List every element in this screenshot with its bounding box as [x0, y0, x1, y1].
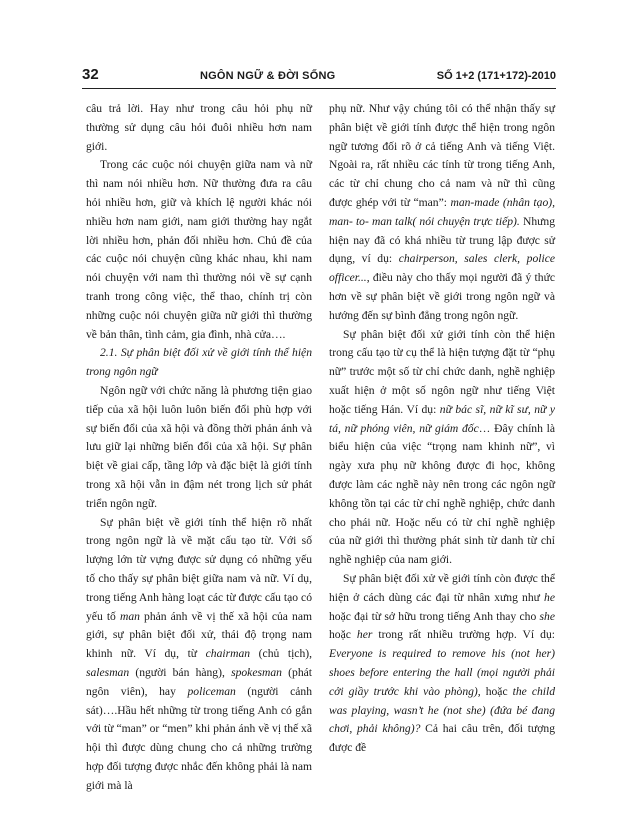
text-run: hoặc: [329, 628, 357, 642]
right-column: [329, 100, 555, 758]
italic-term: spokesman: [231, 665, 282, 679]
paragraph: [329, 100, 555, 326]
issue-number: SỐ 1+2 (171+172)-2010: [436, 70, 556, 82]
text-run: phụ nữ. Như vậy chúng tôi có thể nhận thấy sự phân biệt về giới tính được thể hiện trong ngôn ngữ tương đối rõ ở cả tiếng Anh và tiếng Việt. Ngoài ra, rất nhiều các tính từ trong tiếng Anh, các từ chỉ chung cho cả nam và nữ thì cũng được ghép với từ “man”:: [329, 102, 555, 209]
paragraph: [329, 570, 555, 758]
italic-term: chairperson, sales clerk, police officer...: [329, 252, 555, 285]
text-run: (phát ngôn viên), hay: [86, 665, 312, 698]
paragraph: [329, 326, 555, 570]
text-run: Nhưng hiện nay đã có khá nhiều từ trung lập được sử dụng, ví dụ:: [329, 214, 555, 266]
text-run: (chủ tịch),: [250, 647, 313, 661]
italic-example: Everyone is required to remove his (not her) shoes before entering the hall (mọi người phải cởi giầy trước khi vào phòng),: [329, 647, 555, 698]
text-run: , điều này cho thấy mọi người đã ý thức hơn về sự phân biệt về giới trong ngôn ngữ và hướng đến sự bình đẳng trong ngôn ngữ.: [329, 271, 555, 322]
italic-term: man-made (nhân tạo), man- to- man talk( nói chuyện trực tiếp).: [329, 195, 556, 228]
text-run: (người cảnh sát)….Hầu hết những từ trong tiếng Anh có gắn với từ “man” or “men” khi phản ánh về vị thế xã hội thì được dùng chung cho cả những trường hợp đối tượng được nhắc đến không phải là nam giới mà là: [86, 684, 313, 792]
text-run: hoặc: [480, 684, 513, 698]
italic-example: the child was playing, wasn’t he (not she) (đứa bé đang chơi, phải không)?: [329, 684, 555, 736]
paragraph: Ngôn ngữ với chức năng là phương tiện giao tiếp của xã hội luôn luôn biến đổi phù hợp với sự biến đổi của xã hội và đồng thời phản ánh và lưu giữ lại những biến đổi của xã hội. Sự phân biệt về giai cấp, tầng lớp và đặc biệt là giới tính trong xã hội vẫn in đậm nét trong lịch sử phát triển ngôn ngữ.: [86, 383, 312, 510]
italic-term: she: [539, 609, 555, 623]
paragraph: Trong các cuộc nói chuyện giữa nam và nữ thì nam nói nhiều hơn. Nữ thường đưa ra câu hỏi nhiều hơn, giữ và khích lệ người khác nói nhiều hơn nam giới, nam giới thường hay ngắt lời nhiều hơn, phản đối nhiều hơn. Chủ đề của các cuộc nói chuyện cũng khác nhau, khi nam nói chuyện với nam thì thường nói về sự cạnh tranh trong công việc, thể thao, chính trị còn những cuộc nói chuyện giữa nữ giới thì thường về bản thân, tình cảm, gia đình, nhà cửa….: [86, 158, 312, 341]
text-run: (người bán hàng),: [129, 665, 232, 679]
italic-term: salesman: [86, 665, 130, 679]
page-header: [82, 66, 556, 89]
text-run: Cả hai câu trên, đối tượng được đề: [329, 722, 555, 755]
section-heading: 2.1. Sự phân biệt đối xử về giới tính thể hiện trong ngôn ngữ: [86, 346, 312, 379]
left-column: [86, 100, 312, 795]
text-run: Sự phân biệt về giới tính thể hiện rõ nhất trong ngôn ngữ là về mặt cấu tạo từ. Với số lượng lớn từ vựng được sử dụng có những yếu tố cho thấy sự phân biệt giữa nam và nữ. Ví dụ, trong tiếng Anh hàng loạt các từ được cấu tạo có yếu tố: [86, 515, 312, 623]
paragraph: [86, 514, 312, 796]
italic-term: man: [119, 609, 140, 623]
text-run: phản ánh về vị thế xã hội của nam giới, sự phân biệt đối xử, thái độ trọng nam khinh nữ. Ví dụ, từ: [86, 609, 312, 661]
italic-term: chairman: [205, 647, 251, 661]
text-run: trong rất nhiều trường hợp. Ví dụ:: [372, 628, 555, 642]
text-run: … Đây chính là biểu hiện của việc “trọng nam khinh nữ”, vì ngày xưa phụ nữ không được đi học, không được làm các nghề này nên trong các ngôn ngữ không tồn tại các từ chỉ nghề nghiệp, chức danh cho phái nữ. Hoặc nếu có từ chỉ nghề nghiệp của nữ giới thì thường phát sinh từ danh từ chỉ nghề nghiệp của nam giới.: [329, 421, 555, 567]
journal-title: NGÔN NGỮ & ĐỜI SỐNG: [200, 70, 336, 82]
italic-term: nữ bác sĩ, nữ kĩ sư, nữ y tá, nữ phóng viên, nữ giám đốc: [329, 402, 555, 435]
text-run: Sự phân biệt đối xử giới tính còn thể hiện trong cấu tạo từ cụ thể là hiện tượng đặt từ “phụ nữ” trước một số từ chỉ chức danh, nghề nghiệp xuất hiện ở một số ngôn ngữ như tiếng Việt hoặc tiếng Hán. Ví dụ:: [329, 327, 555, 416]
text-run: hoặc đại từ sở hữu trong tiếng Anh thay cho: [329, 609, 540, 623]
italic-term: he: [544, 590, 555, 604]
italic-term: policeman: [187, 684, 236, 698]
text-run: Sự phân biệt đối xử về giới tính còn được thể hiện ở cách dùng các đại từ nhân xưng như: [329, 571, 555, 604]
page-number: 32: [82, 66, 99, 83]
paragraph: câu trả lời. Hay như trong câu hỏi phụ nữ thường sử dụng câu hỏi đuôi nhiều hơn nam giới.: [86, 102, 312, 153]
italic-term: her: [356, 628, 373, 642]
